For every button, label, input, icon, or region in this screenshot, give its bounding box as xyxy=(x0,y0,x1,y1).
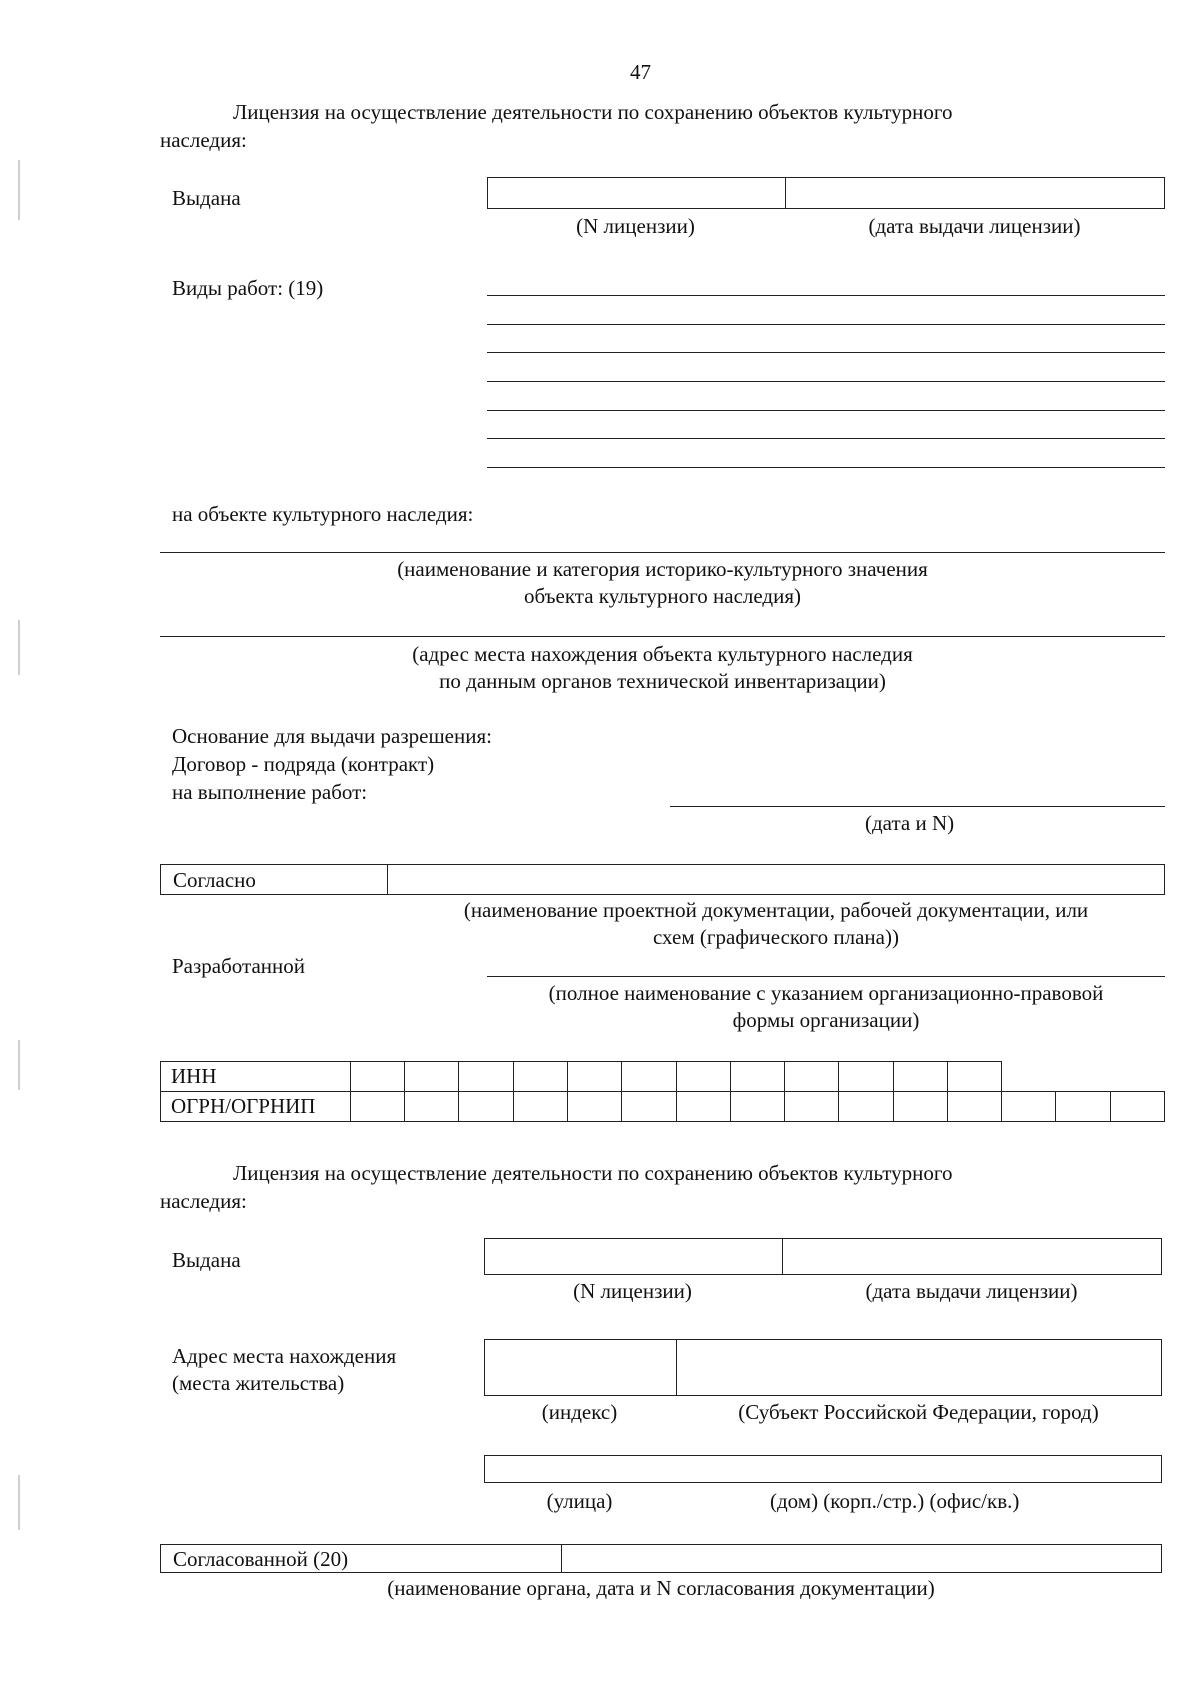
work-types-line[interactable] xyxy=(487,295,1165,296)
agreed-field[interactable] xyxy=(160,864,1165,895)
inn-digit-cell[interactable] xyxy=(350,1062,404,1092)
index-caption: (индекс) xyxy=(541,1400,618,1424)
inn-digit-cell[interactable] xyxy=(459,1062,513,1092)
address-field[interactable] xyxy=(484,1339,1162,1396)
contract-line[interactable] xyxy=(670,806,1165,807)
ogrn-digit-cell[interactable] xyxy=(730,1092,784,1122)
ogrn-digit-cell[interactable] xyxy=(513,1092,567,1122)
ogrn-digit-cell[interactable] xyxy=(1056,1092,1110,1122)
address-label: Адрес места нахождения xyxy=(172,1344,397,1368)
inn-digit-cell[interactable] xyxy=(568,1062,622,1092)
license-number-caption: (N лицензии) xyxy=(576,214,695,238)
work-types-line[interactable] xyxy=(487,410,1165,411)
developed-line[interactable] xyxy=(487,976,1165,977)
scan-artifact xyxy=(18,1475,20,1530)
empty-cell xyxy=(1110,1062,1164,1092)
ogrn-digit-cell[interactable] xyxy=(350,1092,404,1122)
work-types-line[interactable] xyxy=(487,438,1165,439)
license-heading: Лицензия на осуществление деятельности по сохранению объектов культурного xyxy=(233,1161,953,1185)
work-types-line[interactable] xyxy=(487,352,1165,353)
house-caption: (дом) (корп./стр.) (офис/кв.) xyxy=(770,1489,1020,1513)
basis-label: Основание для выдачи разрешения: xyxy=(172,724,492,748)
license-date-caption: (дата выдачи лицензии) xyxy=(865,1279,1078,1303)
ogrn-digit-cell[interactable] xyxy=(405,1092,459,1122)
field-divider xyxy=(782,1239,783,1274)
ogrn-digit-cell[interactable] xyxy=(947,1092,1001,1122)
developed-label: Разработанной xyxy=(172,954,305,978)
inn-row xyxy=(161,1062,1165,1092)
street-field[interactable] xyxy=(484,1455,1162,1483)
ogrn-label: ОГРН/ОГРНИП xyxy=(161,1092,351,1122)
object-address-caption: (адрес места нахождения объекта культурного наследия xyxy=(412,642,913,666)
scan-artifact xyxy=(18,620,20,675)
page-number: 47 xyxy=(630,60,651,84)
ogrn-digit-cell[interactable] xyxy=(1110,1092,1164,1122)
license-issued-field[interactable] xyxy=(484,1238,1162,1275)
agreed-label: Согласно xyxy=(173,868,256,892)
coordinated-field[interactable] xyxy=(160,1544,1162,1573)
contract-label: Договор - подряда (контракт) xyxy=(172,752,435,776)
heritage-object-label: на объекте культурного наследия: xyxy=(172,502,474,526)
empty-cell xyxy=(1002,1062,1056,1092)
scan-artifact xyxy=(18,1040,20,1090)
coordination-caption: (наименование органа, дата и N согласования документации) xyxy=(387,1576,935,1600)
ogrn-digit-cell[interactable] xyxy=(676,1092,730,1122)
inn-digit-cell[interactable] xyxy=(730,1062,784,1092)
issued-label: Выдана xyxy=(172,1248,241,1272)
empty-cell xyxy=(1056,1062,1110,1092)
inn-digit-cell[interactable] xyxy=(839,1062,893,1092)
field-divider xyxy=(676,1340,677,1395)
work-types-line[interactable] xyxy=(487,381,1165,382)
inn-digit-cell[interactable] xyxy=(405,1062,459,1092)
object-name-line[interactable] xyxy=(160,552,1165,553)
object-name-caption: (наименование и категория историко-культурного значения xyxy=(397,557,928,581)
subject-caption: (Субъект Российской Федерации, город) xyxy=(738,1400,1099,1424)
field-divider xyxy=(785,178,786,208)
object-address-line[interactable] xyxy=(160,636,1165,637)
ogrn-digit-cell[interactable] xyxy=(1002,1092,1056,1122)
ogrn-row xyxy=(161,1092,1165,1122)
inn-digit-cell[interactable] xyxy=(513,1062,567,1092)
work-types-label: Виды работ: (19) xyxy=(172,276,324,300)
inn-digit-cell[interactable] xyxy=(947,1062,1001,1092)
field-divider xyxy=(561,1545,562,1572)
inn-digit-cell[interactable] xyxy=(622,1062,676,1092)
license-heading: Лицензия на осуществление деятельности по сохранению объектов культурного xyxy=(233,100,953,124)
coordinated-label: Согласованной (20) xyxy=(173,1547,349,1571)
field-divider xyxy=(387,865,388,894)
inn-label: ИНН xyxy=(161,1062,351,1092)
ogrn-digit-cell[interactable] xyxy=(622,1092,676,1122)
work-types-line[interactable] xyxy=(487,324,1165,325)
ogrn-digit-cell[interactable] xyxy=(568,1092,622,1122)
license-date-caption: (дата выдачи лицензии) xyxy=(868,214,1081,238)
ogrn-digit-cell[interactable] xyxy=(893,1092,947,1122)
address-label-cont: (места жительства) xyxy=(172,1371,345,1395)
object-name-caption-cont: объекта культурного наследия) xyxy=(524,584,801,608)
org-caption: (полное наименование с указанием организационно-правовой xyxy=(548,981,1104,1005)
ogrn-digit-cell[interactable] xyxy=(785,1092,839,1122)
inn-digit-cell[interactable] xyxy=(785,1062,839,1092)
object-address-caption-cont: по данным органов технической инвентаризации) xyxy=(439,669,886,693)
ogrn-digit-cell[interactable] xyxy=(839,1092,893,1122)
issued-label: Выдана xyxy=(172,186,241,210)
inn-digit-cell[interactable] xyxy=(893,1062,947,1092)
license-heading-cont: наследия: xyxy=(160,128,247,152)
contract-caption: (дата и N) xyxy=(865,811,955,835)
org-caption-cont: формы организации) xyxy=(732,1008,920,1032)
license-number-caption: (N лицензии) xyxy=(573,1279,692,1303)
work-types-line[interactable] xyxy=(487,467,1165,468)
street-caption: (улица) xyxy=(546,1489,613,1513)
works-label: на выполнение работ: xyxy=(172,780,368,804)
inn-digit-cell[interactable] xyxy=(676,1062,730,1092)
license-issued-field[interactable] xyxy=(487,177,1165,209)
scan-artifact xyxy=(18,160,20,220)
docs-caption: (наименование проектной документации, рабочей документации, или xyxy=(463,898,1089,922)
inn-ogrn-table xyxy=(160,1061,1165,1122)
license-heading-cont: наследия: xyxy=(160,1189,247,1213)
ogrn-digit-cell[interactable] xyxy=(459,1092,513,1122)
docs-caption-cont: схем (графического плана)) xyxy=(653,925,899,949)
